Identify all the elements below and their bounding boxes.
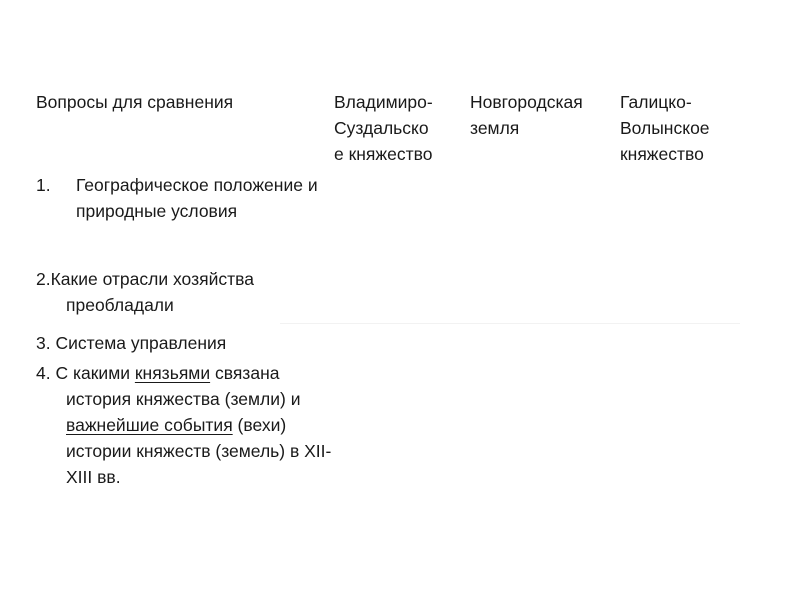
- comparison-table: [24, 80, 740, 490]
- header-galicia-cell: [618, 80, 740, 167]
- table-row: [24, 256, 740, 328]
- table-header-row: [24, 80, 740, 172]
- row-number-3: 3.: [36, 333, 51, 353]
- header-vladimir-cell: [330, 80, 468, 167]
- table-row: [24, 328, 740, 360]
- question-cell-3: [24, 330, 330, 356]
- question-1-text: Географическое положение и природные условия: [76, 175, 318, 221]
- faint-divider: [280, 323, 740, 324]
- row-number-1: 1.: [36, 175, 51, 195]
- underlined-major-events: важнейшие события: [66, 415, 233, 435]
- header-vladimir-suzdal: Владимиро- Суздальско е княжество: [334, 92, 433, 164]
- header-questions: Вопросы для сравнения: [36, 92, 234, 112]
- table-row: [24, 172, 740, 256]
- table-row: [24, 360, 740, 490]
- question-cell-2: [24, 266, 330, 318]
- question-4-text-part2: связана история княжества (земли) и: [66, 363, 301, 409]
- row-number-2: 2.: [36, 269, 51, 289]
- question-2-text: Какие отрасли хозяйства преобладали: [50, 269, 254, 315]
- question-4-text-part1: С какими: [55, 363, 130, 383]
- header-galicia-volhynia: Галицко- Волынское княжество: [620, 92, 710, 164]
- question-cell-4: [24, 360, 330, 490]
- row-number-4: 4.: [36, 363, 51, 383]
- header-questions-cell: [24, 80, 330, 115]
- header-novgorod-cell: [468, 80, 618, 141]
- underlined-princes: князьями: [134, 363, 211, 383]
- question-4-text-part3: (вехи) истории княжеств (земель) в XII-XIII вв.: [66, 415, 332, 487]
- question-cell-1: [24, 172, 330, 224]
- question-3-text: Система управления: [55, 333, 227, 353]
- header-novgorod: Новгородская земля: [470, 92, 583, 138]
